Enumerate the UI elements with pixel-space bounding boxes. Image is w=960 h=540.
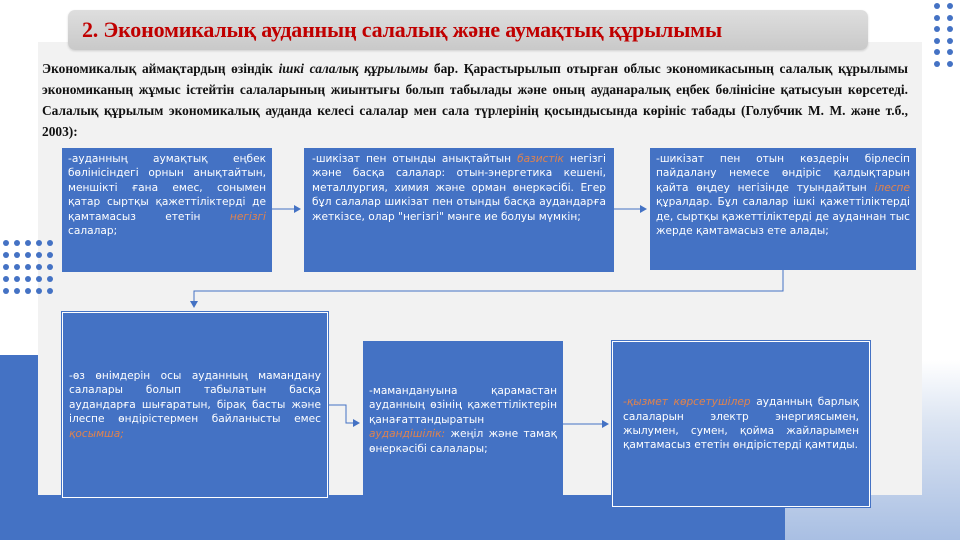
box-highlight: аудандішілік: — [369, 428, 446, 441]
box-basic-industries — [62, 148, 272, 272]
box-content — [69, 369, 321, 441]
decor-dot — [947, 26, 953, 32]
decor-dot — [36, 276, 42, 282]
box-highlight: ілеспе — [874, 181, 910, 194]
box-highlight: қосымша; — [69, 427, 124, 440]
box-text: -ауданның аумақтық еңбек бөлінісіндегі орнын анықтайтын, меншікті ғана емес, сонымен қатар сыртқы қажеттіліктерді де қамтамасыз ететін — [68, 153, 266, 223]
box-local-industries — [363, 341, 563, 499]
box-highlight: -қызмет көрсетушілер — [623, 396, 751, 409]
box-text: негізгі және басқа салалар: отын-энергетика кешені, металлургия, химия және орман өнеркәсібі. Егер бұл салалар шикізат пен отынды басқа аудандарға жеткізсе, олар "негізгі" мәнге ие болуы мүмкін; — [312, 153, 607, 223]
decor-dot — [14, 264, 20, 270]
decor-dot — [47, 276, 53, 282]
box-service-industries — [612, 341, 870, 507]
decor-dot — [36, 240, 42, 246]
decor-dot — [25, 264, 31, 270]
decor-dot — [3, 252, 9, 258]
decor-dot — [947, 49, 953, 55]
decor-dot — [25, 276, 31, 282]
decor-dot — [36, 264, 42, 270]
box-text: салалар; — [68, 225, 118, 238]
decor-dot — [14, 288, 20, 294]
decor-dot — [47, 240, 53, 246]
box-highlight: базистік — [517, 153, 564, 165]
decor-dot — [47, 288, 53, 294]
box-base-industries — [304, 148, 614, 272]
decor-dot — [47, 252, 53, 258]
box-text: ауданның барлық салаларын электр энергиясымен, жылумен, сумен, қойма жайларымен қамтамасыз ететін өндірістерді қамтиды. — [623, 396, 860, 452]
decor-dot — [934, 26, 940, 32]
decor-dot — [934, 3, 940, 9]
intro-text-2: бар. Қарастырылып отырған облыс экономикасының салалық құрылымы экономиканың жұмыс істейтін салаларының жиынтығы болып табылады және оның ауданаралық еңбек бөлінісіне қатысуын көрсетеді. Салалық құрылым экономикалық ауданда келесі салалар мен сала түрлерінің қосындысында көрініс табады (Голубчик М. М. және т.б., 2003): — [42, 61, 908, 139]
decor-dot — [947, 38, 953, 44]
decor-dot — [47, 264, 53, 270]
box-text: -өз өнімдерін осы ауданның мамандану салалары болып табылатын басқа аудандарға шығаратын, бірақ басты және ілеспе өндірістермен байланысты емес — [69, 369, 321, 426]
box-text: құралдар. Бұл салалар ішкі қажеттіліктерді де, сыртқы қажеттіліктерді де ауданнан тыс жерде қамтамасыз ете алады; — [656, 196, 910, 238]
box-text: жеңіл және тамақ өнеркәсібі салалары; — [369, 428, 557, 455]
box-content — [369, 384, 557, 456]
box-content — [623, 395, 859, 453]
intro-emphasis: ішкі салалық құрылымы — [278, 61, 429, 76]
decor-dot — [3, 276, 9, 282]
decor-dot — [36, 288, 42, 294]
decor-dot — [934, 49, 940, 55]
intro-text-1: Экономикалық аймақтардың өзіндік — [42, 61, 279, 76]
intro-paragraph — [42, 58, 908, 142]
decor-dot — [3, 240, 9, 246]
box-highlight: негізгі — [229, 210, 266, 223]
box-text: -мамандануына қарамастан ауданның өзінің қажеттіліктерін қанағаттандыратын — [369, 384, 557, 426]
box-auxiliary-industries — [62, 312, 328, 498]
decor-dot — [934, 61, 940, 67]
title-bar — [68, 10, 868, 50]
decor-dot — [25, 288, 31, 294]
decor-dot — [36, 252, 42, 258]
decor-dot — [25, 240, 31, 246]
decor-dot — [3, 264, 9, 270]
decor-dot — [25, 252, 31, 258]
box-text: -шикізат пен отын көздерін бірлесіп пайдалану немесе өндіріс қалдықтарын қайта өңдеу негізінде туындайтын — [656, 153, 910, 194]
decor-dot — [934, 15, 940, 21]
page-title: 2. Экономикалық ауданның салалық және аумақтық құрылымы — [82, 17, 722, 42]
box-related-industries — [650, 148, 916, 270]
decor-dot — [14, 276, 20, 282]
decor-dot — [947, 3, 953, 9]
box-text: -шикізат пен отынды анықтайтын — [312, 153, 518, 165]
decor-dot — [14, 252, 20, 258]
decor-dot — [14, 240, 20, 246]
decor-dot — [947, 61, 953, 67]
decor-dot — [3, 288, 9, 294]
decor-dot — [934, 38, 940, 44]
decor-dot — [947, 15, 953, 21]
